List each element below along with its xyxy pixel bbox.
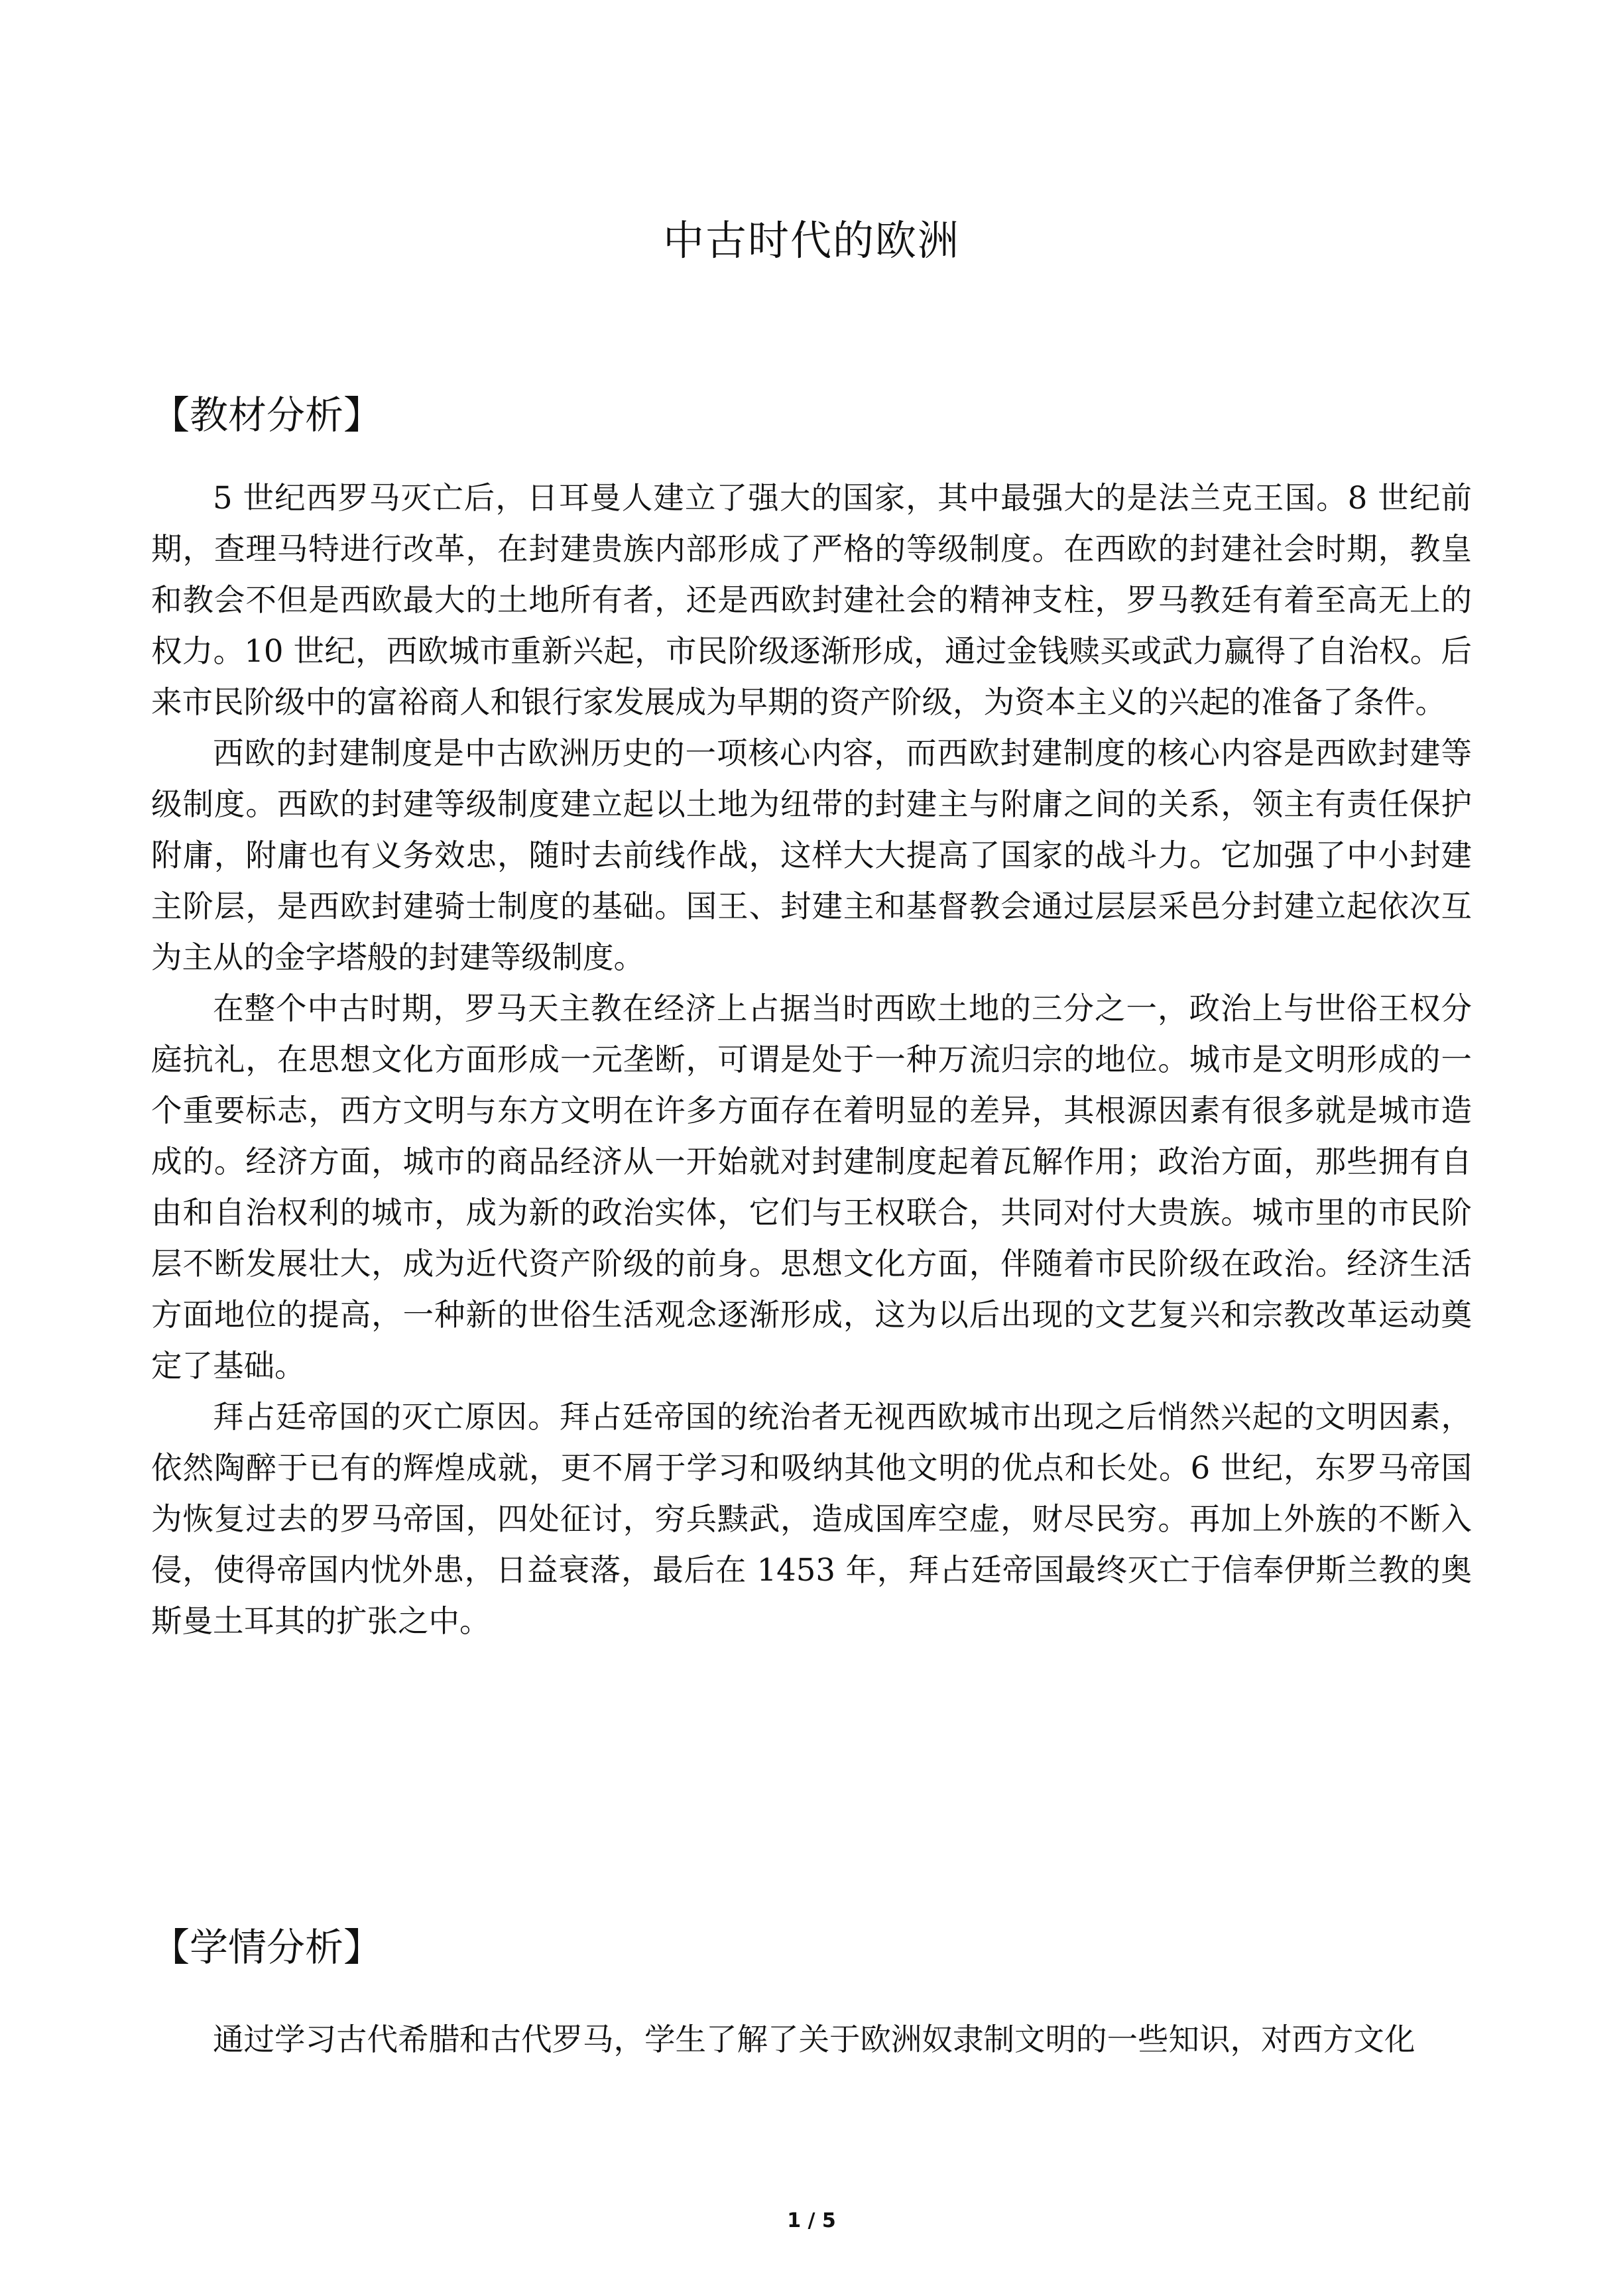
page-number: 1 / 5	[787, 2209, 836, 2232]
section-heading-student-analysis: 【学情分析】	[151, 1925, 383, 1970]
paragraph: 在整个中古时期，罗马天主教在经济上占据当时西欧土地的三分之一，政治上与世俗王权分庭抗礼，在思想文化方面形成一元垄断，可谓是处于一种万流归宗的地位。城市是文明形成的一个重要标志，西方文明与东方文明在许多方面存在着明显的差异，其根源因素有很多就是城市造成的。经济方面，城市的商品经济从一开始就对封建制度起着瓦解作用；政治方面，那些拥有自由和自治权利的城市，成为新的政治实体，它们与王权联合，共同对付大贵族。城市里的市民阶层不断发展壮大，成为近代资产阶级的前身。思想文化方面，伴随着市民阶级在政治。经济生活方面地位的提高，一种新的世俗生活观念逐渐形成，这为以后出现的文艺复兴和宗教改革运动奠定了基础。	[151, 991, 1472, 1384]
document-title: 中古时代的欧洲	[662, 216, 960, 265]
paragraph: 5 世纪西罗马灭亡后，日耳曼人建立了强大的国家，其中最强大的是法兰克王国。8 世纪前期，查理马特进行改革，在封建贵族内部形成了严格的等级制度。在西欧的封建社会时期，教皇和教会不但是西欧最大的土地所有者，还是西欧封建社会的精神支柱，罗马教廷有着至高无上的权力。10 世纪，西欧城市重新兴起，市民阶级逐渐形成，通过金钱赎买或武力赢得了自治权。后来市民阶级中的富裕商人和银行家发展成为早期的资产阶级，为资本主义的兴起的准备了条件。	[151, 480, 1472, 720]
section-body-student-analysis	[151, 2014, 1472, 2065]
paragraph: 西欧的封建制度是中古欧洲历史的一项核心内容，而西欧封建制度的核心内容是西欧封建等级制度。西欧的封建等级制度建立起以土地为纽带的封建主与附庸之间的关系，领主有责任保护附庸，附庸也有义务效忠，随时去前线作战，这样大大提高了国家的战斗力。它加强了中小封建主阶层，是西欧封建骑士制度的基础。国王、封建主和基督教会通过层层采邑分封建立起依次互为主从的金字塔般的封建等级制度。	[151, 735, 1472, 975]
paragraph: 拜占廷帝国的灭亡原因。拜占廷帝国的统治者无视西欧城市出现之后悄然兴起的文明因素，依然陶醉于已有的辉煌成就，更不屑于学习和吸纳其他文明的优点和长处。6 世纪，东罗马帝国为恢复过去的罗马帝国，四处征讨，穷兵黩武，造成国库空虚，财尽民穷。再加上外族的不断入侵，使得帝国内忧外患，日益衰落，最后在 1453 年，拜占廷帝国最终灭亡于信奉伊斯兰教的奥斯曼土耳其的扩张之中。	[151, 1399, 1472, 1639]
paragraph: 通过学习古代希腊和古代罗马，学生了解了关于欧洲奴隶制文明的一些知识，对西方文化	[213, 2022, 1415, 2057]
section-heading-textbook-analysis: 【教材分析】	[151, 393, 383, 438]
section-body-textbook-analysis	[151, 473, 1472, 1647]
